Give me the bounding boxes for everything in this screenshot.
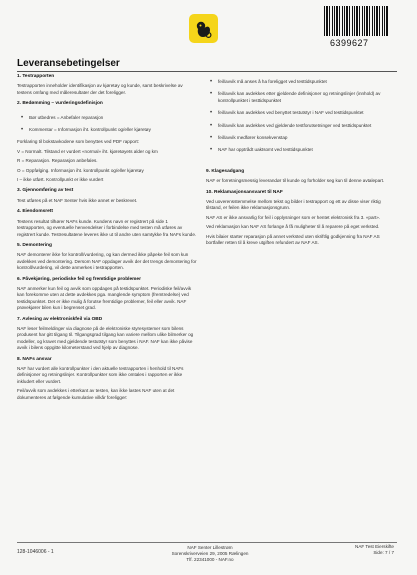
footer-address-line: NAF Senter Lillestrøm [187, 545, 233, 550]
section-text: Ved reklamasjon kan NAF AS forlange å få muligheter til å reparere på eget verksted. [206, 224, 380, 230]
document-number: 6399627 [330, 38, 369, 48]
section-text: Test utføres på et NAF Senter hvis ikke annet er beskrevet. [17, 197, 138, 203]
section-text: NAF har vurdert alle kontrollpunkter i den aktuelle testrapporten i henhold til NAFs definisjoner og retningslinjer. Kontrollpunkter som ikke omtales i rapporten er ikke inkludert eller vurdert. [17, 366, 184, 384]
list-item: • feil/avvik kan avdekkes etter gjeldende definisjoner og retningslinjer (innhold) av kontrollpunktet i testtidspunktet [206, 91, 392, 104]
section-text: NAF leser feilmeldinger via diagnose på de elektroniske styresystemer som bilens produsent har gitt tilgang til. Tilgangsgrad tilgang kan variere mellom ulike bilmerker og modeller, og kravet med gjeldende testutstyr som benyttes i NAF. NAF kan ikke påvise avvik i bilens oppgitte kilometerstand ved hjelp av diagnose. [17, 325, 194, 351]
section-text: Forklaring til bokstavkodene som benyttes ved PDF rapport: [17, 139, 140, 145]
section-heading: 3. Gjennomføring av test [17, 188, 74, 194]
code-definition: V = Normalt. Tilstand er vurdert «normal» iht. kjøretøyets alder og km [17, 148, 158, 154]
footer-address [150, 545, 270, 563]
section-text: NAF er forretningsmessig leverandør til kunde og forholder seg kun til denne avtalepart. [206, 178, 385, 184]
section-heading: 10. Reklamasjonsansvaret til NAF [206, 189, 283, 195]
footer-doc-type: NAF Test Eierskifte [355, 544, 394, 549]
code-definition: R = Reparasjon. Reparasjon anbefales. [17, 158, 98, 164]
section-heading: 6. Påvekjøring, periodiske feil og fremtidige problemer [17, 276, 141, 282]
code-definition: O = Oppfølging. Informasjon iht. kontrollpunkt og/eller kjøretøy [17, 167, 144, 173]
footer-address-line: Sorenskriverveien 29, 2005 Rælingen [171, 551, 249, 556]
section-heading: 2. Bedømming – vurderingsdefinisjon [17, 101, 103, 107]
footer-reference: 128-1046006 - 1 [17, 549, 54, 555]
page-number: Side: 7 / 7 [373, 550, 394, 555]
list-item: • feil/avvik kan avdekkes ved benyttet testutstyr i NAF ved testtidspunktet [206, 110, 392, 116]
section-heading: 8. NAFs ansvar [17, 356, 52, 362]
section-heading: 9. Klagesadgang [206, 168, 245, 174]
section-text: Feil/avvik som avdekkes i etterkant av testen, kan ikke lastes NAF uten at det dokumenteres at følgende kumulative vilkår foreligger: [17, 388, 175, 400]
section-heading: 4. Eiendomsrett [17, 209, 53, 215]
page-title: Leveransebetingelser [17, 58, 120, 69]
list-item: • Bør utbedres = Anbefaler reparasjon [17, 115, 197, 121]
section-text: Ved uoverensstemmelse mellom tekst og bilder i testrapport og ett av disse viser riktig tilstand, er feilen ikke reklamasjonsgrunn. [206, 199, 381, 211]
barcode [324, 6, 388, 36]
naf-lion-logo-icon [189, 14, 218, 43]
footer-address-line: Tlf. 22341000 - NAF.no [186, 557, 234, 562]
right-column [206, 79, 392, 250]
section-text: Testens resultat tilhører NAFs kunde. Kundens navn er registrert på side 1 testrapporten, og eventuelle henvendelser i forbindelse med testen må utføres av registrert kunde. Testresultatene leveres ikke ut til andre uten samtykke fra NAFs kunde. [17, 218, 197, 237]
list-item: • feil/avvik medfører konsekvenstap [206, 135, 392, 141]
section-heading: 5. Demontering [17, 242, 52, 248]
section-text: NAF AS er ikke ansvarlig for feil i opplysninger som er hentet elektronisk fra 3. «part». [206, 214, 381, 220]
footer-page-info [338, 544, 394, 556]
list-item: • feil/avvik må anses å ha foreligget ved testtidspunktet [206, 79, 392, 85]
code-definition: I – ikke utført. Kontrollpunkt er ikke vurdert [17, 177, 104, 183]
section-text: Hvis bilaier starter reparasjon på annet verksted uten skriftlig godkjenning fra NAF AS bortfaller retten til å kreve utgiften refundert av NAF AS. [206, 233, 380, 246]
section-text: NAF demonterer ikke for kontroll/vurdering, og kan dermed ikke påpeke feil som kun avdekkes ved demontering. Dersom NAF oppdager avvik der det trengs demontering for kontroll/vurdering, vil dette anmerkes i testrapporten. [17, 252, 197, 271]
list-item: • feil/avvik kan avdekkes ved gjeldende testforutsetninger ved testtidspunktet [206, 123, 392, 129]
left-column [17, 74, 197, 404]
section-heading: 1. Testrapporten [17, 74, 55, 79]
list-item: • NAF har opptrådt uaktsomt ved testtidspunktet [206, 147, 392, 153]
footer-divider [17, 542, 397, 543]
section-heading: 7. Avlesing av elektroniskfeil via OBD [17, 316, 103, 322]
list-item: • Kommentar = Informasjon iht. kontrollpunkt og/eller kjøretøy [17, 127, 197, 133]
section-text: NAF anmerker kun feil og avvik som oppdages på testidspunktet. Periodiske feil/avvik kan forekomme uten at dette avdekkes pga. manglende symptom (fremtredelse) ved testidspunktet. Det er ikke mulig å forutse fremtidige problemer, feil eller avvik. NAF prøvekjører bilen kun i begrenset grad. [17, 285, 192, 311]
section-text: Testrapporten inneholder identifikasjon av kjøretøy og kunde, samt beskrivelse av testens omfang med måleresultater der det foreligger. [17, 83, 183, 95]
title-divider [17, 71, 397, 72]
